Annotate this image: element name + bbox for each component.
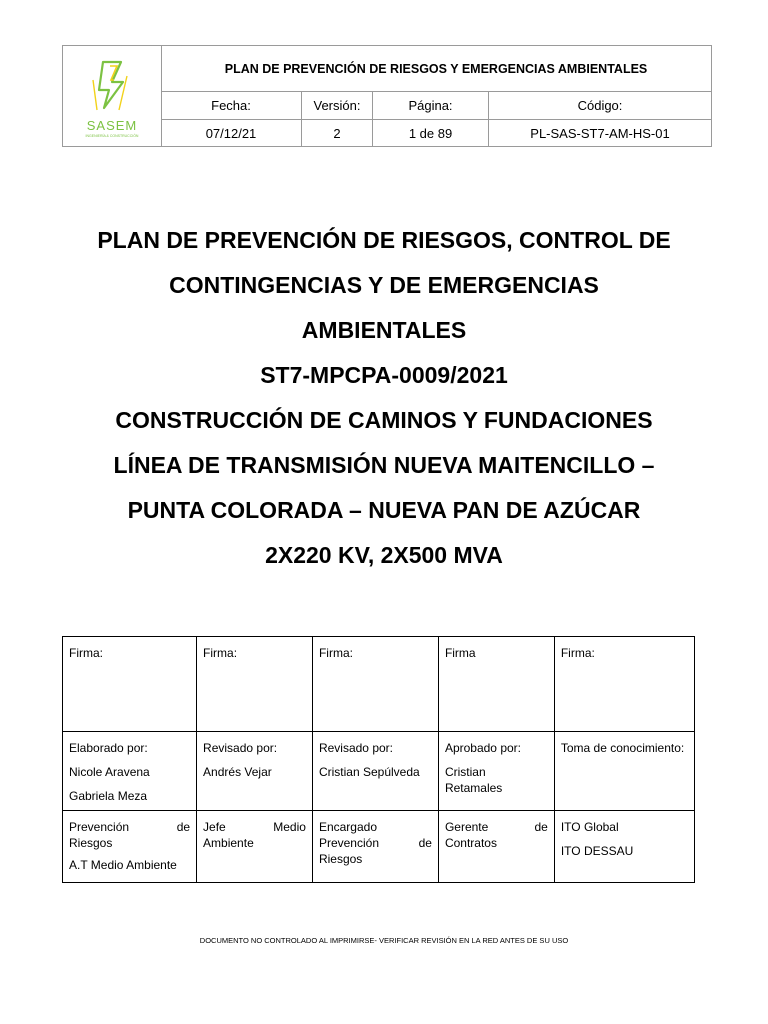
- logo-subtext: INGENIERÍA & CONSTRUCCIÓN: [85, 134, 139, 138]
- position-label: Jefe Medio Ambiente: [203, 820, 306, 850]
- title-line: CONTINGENCIAS Y DE EMERGENCIAS: [169, 272, 599, 298]
- title-line: PLAN DE PREVENCIÓN DE RIESGOS, CONTROL DE: [97, 227, 671, 253]
- fecha-label: Fecha:: [161, 92, 302, 119]
- header-title: PLAN DE PREVENCIÓN DE RIESGOS Y EMERGENCIAS AMBIENTALES: [161, 46, 711, 92]
- pagina-value: 1 de 89: [373, 120, 489, 146]
- position-label: Gerente de Contratos: [444, 820, 548, 850]
- person-name: Cristian Sepúlveda: [318, 765, 420, 779]
- logo-cell: [63, 46, 162, 146]
- position-cell: [438, 811, 554, 883]
- title-line: 2X220 KV, 2X500 MVA: [265, 542, 503, 568]
- firma-cell: Firma: [438, 637, 554, 732]
- document-code-line: ST7-MPCPA-0009/2021: [260, 362, 508, 388]
- firma-cell: Firma:: [312, 637, 438, 732]
- version-value: 2: [302, 120, 373, 146]
- position-label: Encargado Prevención de Riesgos: [318, 820, 432, 866]
- position-cell: [312, 811, 438, 883]
- role-label: Elaborado por:: [69, 741, 148, 755]
- header-labels-row: [161, 92, 711, 120]
- firma-cell: Firma:: [554, 637, 694, 732]
- logo-name: SASEM: [86, 118, 138, 133]
- firma-cell: Firma:: [63, 637, 197, 732]
- codigo-value: PL-SAS-ST7-AM-HS-01: [530, 125, 670, 141]
- title-line: AMBIENTALES: [301, 317, 467, 343]
- version-label: Versión:: [302, 92, 373, 119]
- position-cell: [554, 811, 694, 883]
- positions-row: [63, 811, 695, 883]
- name-cell: [312, 732, 438, 811]
- position-cell: [197, 811, 313, 883]
- title-line: LÍNEA DE TRANSMISIÓN NUEVA MAITENCILLO –: [113, 452, 655, 478]
- position-label: ITO Global: [560, 820, 619, 834]
- name-cell: [554, 732, 694, 811]
- person-name: Nicole Aravena: [69, 765, 150, 779]
- fecha-value: 07/12/21: [161, 120, 302, 146]
- pagina-label: Página:: [373, 92, 489, 119]
- person-name: Gabriela Meza: [69, 789, 148, 803]
- position-cell: [63, 811, 197, 883]
- firma-cell: Firma:: [197, 637, 313, 732]
- name-cell: [197, 732, 313, 811]
- document-main-title: [40, 218, 728, 578]
- role-label: Revisado por:: [318, 741, 393, 755]
- document-header: [62, 45, 712, 147]
- title-line: PUNTA COLORADA – NUEVA PAN DE AZÚCAR: [127, 497, 641, 523]
- signatures-table: [62, 636, 695, 883]
- codigo-label: Código:: [577, 98, 623, 113]
- names-row: [63, 732, 695, 811]
- signature-row: [63, 637, 695, 732]
- position-label: Prevención de Riesgos: [69, 820, 191, 850]
- person-name: Andrés Vejar: [203, 765, 272, 779]
- title-line: CONSTRUCCIÓN DE CAMINOS Y FUNDACIONES: [115, 407, 653, 433]
- position-label: A.T Medio Ambiente: [69, 858, 177, 872]
- role-label: Revisado por:: [203, 741, 278, 755]
- position-label: ITO DESSAU: [560, 844, 634, 858]
- name-cell: [63, 732, 197, 811]
- person-name: Cristian Retamales: [444, 765, 503, 795]
- header-values-row: [161, 120, 711, 146]
- name-cell: [438, 732, 554, 811]
- role-label: Toma de conocimiento:: [560, 741, 685, 755]
- role-label: Aprobado por:: [444, 741, 521, 755]
- footer-disclaimer: DOCUMENTO NO CONTROLADO AL IMPRIMIRSE- VERIFICAR REVISIÓN EN LA RED ANTES DE SU USO: [199, 936, 569, 945]
